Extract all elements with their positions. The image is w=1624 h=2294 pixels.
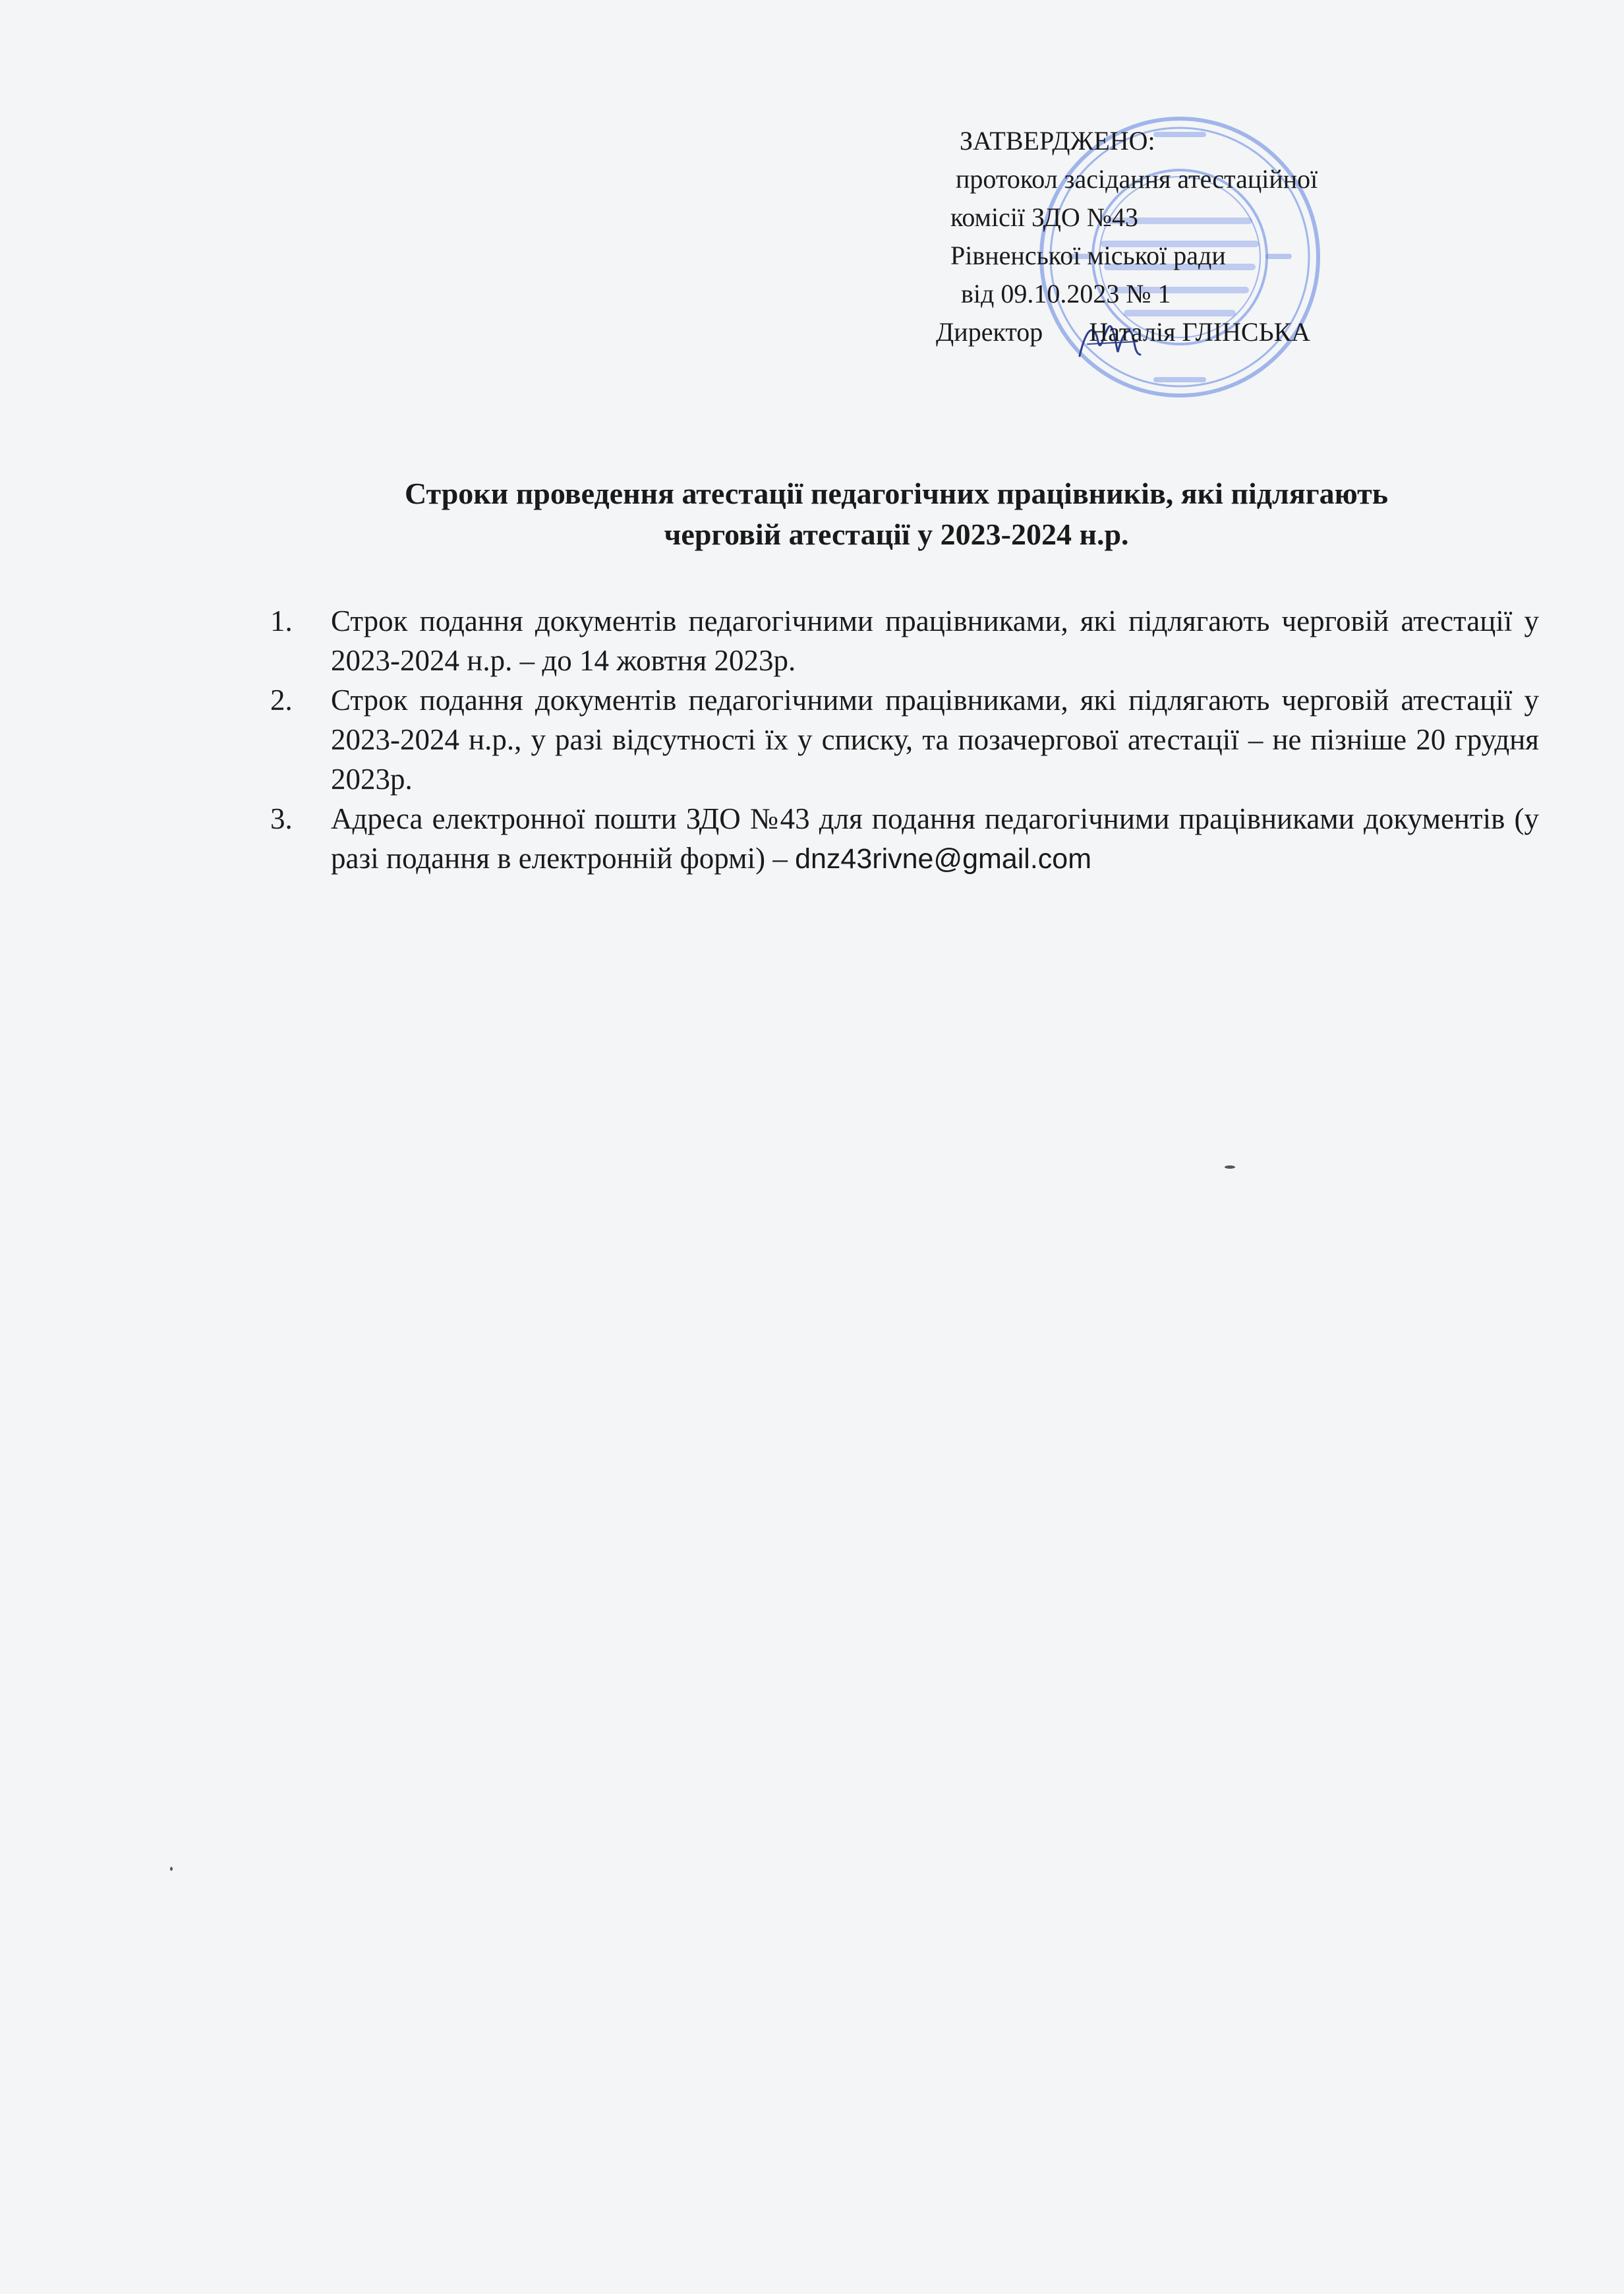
- list-item-text-body: Адреса електронної пошти ЗДО №43 для подання педагогічними працівниками документів (у разі подання в електронній формі) –: [331, 802, 1539, 875]
- approval-date: від 09.10.2023 № 1: [961, 279, 1171, 309]
- approval-council: Рівненської міської ради: [950, 241, 1226, 270]
- list-item: [270, 799, 1539, 879]
- approval-heading: ЗАТВЕРДЖЕНО:: [960, 126, 1155, 156]
- approval-block: [923, 122, 1516, 351]
- title-line-2: черговій атестації у 2023-2024 н.р.: [664, 517, 1129, 551]
- list-item-number: 3.: [270, 802, 293, 835]
- approval-protocol: протокол засідання атестаційної: [956, 164, 1318, 194]
- list-item-text: Строк подання документів педагогічними працівниками, які підлягають черговій атестації у 2023-2024 н.р. – до 14 жовтня 2023р.: [331, 604, 1539, 677]
- signatory-name: Наталія ГЛІНСЬКА: [1089, 317, 1311, 347]
- document-title: [250, 473, 1542, 555]
- list-item-number: 2.: [270, 684, 293, 717]
- deadlines-list: [270, 601, 1539, 879]
- signatory-position: Директор: [936, 317, 1043, 347]
- scan-speck: [1225, 1165, 1235, 1169]
- approval-commission: комісії ЗДО №43: [950, 202, 1138, 232]
- list-item-number: 1.: [270, 604, 293, 637]
- approval-signatory: [923, 313, 1516, 351]
- email-address: dnz43rivne@gmail.com: [795, 843, 1092, 875]
- list-item-text: [331, 799, 1539, 879]
- scan-speck: [170, 1867, 173, 1871]
- list-item: [270, 601, 1539, 680]
- list-item: [270, 680, 1539, 799]
- list-item-text: Строк подання документів педагогічними працівниками, які підлягають черговій атестації у 2023-2024 н.р., у разі відсутності їх у списку, та позачергової атестації – не пізніше 20 грудня 2023р.: [331, 684, 1539, 796]
- title-line-1: Строки проведення атестації педагогічних працівників, які підлягають: [404, 477, 1389, 510]
